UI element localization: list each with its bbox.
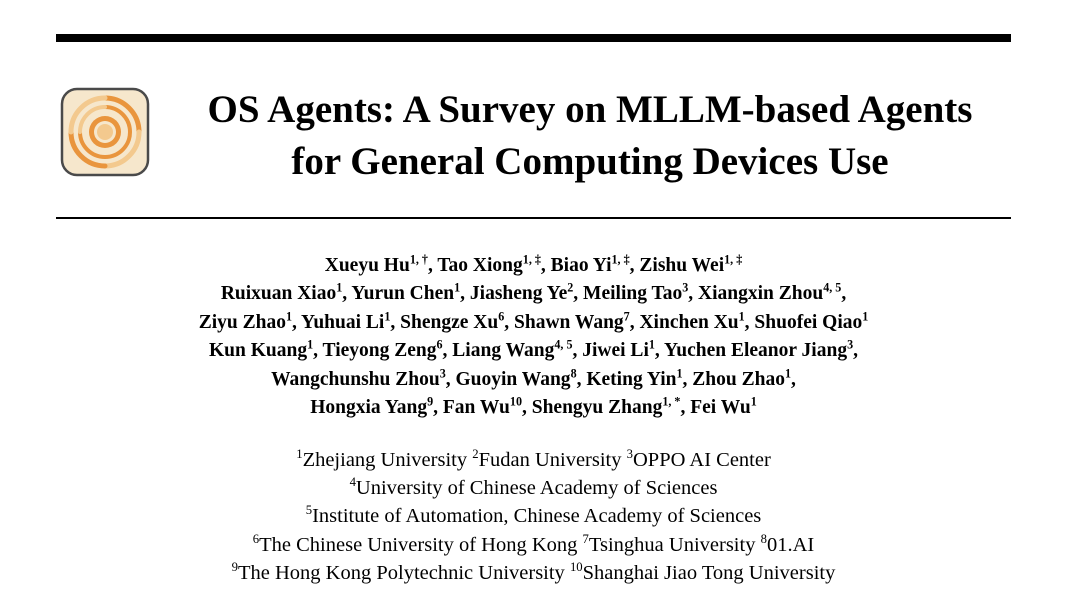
author-affiliation-marker: 1, ‡ [724,252,743,267]
author [698,280,847,305]
author-name: Wangchunshu Zhou [271,368,440,390]
affiliation-name: Shanghai Jiao Tong University [582,561,836,584]
author [639,252,743,276]
author [531,394,691,419]
affiliation-marker: 7 [582,531,589,546]
affiliation-name: University of Chinese Academy of Sciences [355,477,718,500]
author-affiliation-marker: 6 [498,309,505,324]
author-separator: , [442,340,453,362]
author-name: Jiwei Li [582,340,649,362]
affiliation [306,505,762,527]
affiliation-line [56,502,1011,530]
author-affiliation-marker: 1, * [662,394,681,409]
author-separator: , [504,311,514,333]
affiliation-name: Institute of Automation, Chinese Academy of Sciences [312,505,762,528]
author-affiliation-marker: 1 [384,309,391,324]
affiliation-marker: 4 [349,475,356,490]
affiliation-marker: 3 [626,447,633,462]
author [400,309,514,333]
author [583,280,698,305]
title-line-1: OS Agents: A Survey on MLLM-based Agents [207,88,973,131]
author-name: Jiasheng Ye [469,283,568,305]
author [271,366,456,390]
author-name: Kun Kuang [209,340,308,362]
author-separator: , [572,340,583,362]
author-name: Shawn Wang [514,311,624,333]
author-separator: , [629,311,640,333]
author-separator: , [573,283,584,305]
author-name: Tao Xiong [437,255,523,276]
author [455,366,587,390]
author-name: Ruixuan Xiao [220,283,337,305]
author-name: Zishu Wei [639,255,725,276]
author-separator: , [629,255,640,276]
author-name: Shengyu Zhang [531,397,663,419]
author-name: Yuhuai Li [301,311,385,333]
author-affiliation-marker: 3 [439,366,446,381]
author-affiliation-marker: 1 [336,280,343,295]
author [452,337,583,362]
author-affiliation-marker: 1 [454,280,461,295]
author [220,280,352,305]
author-separator: , [688,283,698,305]
author-name: Hongxia Yang [310,397,428,419]
affiliation-marker: 2 [472,447,479,462]
affiliation-line [56,446,1011,474]
author-name: Yuchen Eleanor Jiang [663,340,848,362]
affiliation-name: 01.AI [766,533,815,556]
affiliation [296,449,472,471]
author-separator: , [390,311,401,333]
author-affiliation-marker: 1 [862,309,869,324]
author-name: Zhou Zhao [692,368,785,390]
affiliation [350,477,718,499]
author [322,337,453,362]
affiliation-name: The Hong Kong Polytechnic University [238,561,570,584]
author-name: Ziyu Zhao [198,311,286,333]
author-affiliation-marker: 1 [648,337,655,352]
author-separator: , [540,255,551,276]
author-affiliation-marker: 1 [750,394,757,409]
affiliation [231,559,570,584]
affiliation-marker: 1 [296,447,303,462]
affiliation-line [56,474,1011,502]
affiliation-line [56,531,1011,559]
affiliation [569,559,836,584]
author-name: Fan Wu [442,397,510,419]
author-separator: , [841,283,847,305]
author-name: Fei Wu [690,397,751,419]
affiliation [252,531,583,556]
affiliation-name: Fudan University [478,449,627,471]
author [514,309,640,333]
author-affiliation-marker: 4, 5 [554,337,573,352]
author-affiliation-marker: 3 [847,337,854,352]
author-affiliation-marker: 1 [676,366,683,381]
author [310,394,443,419]
author [663,337,858,362]
title-bottom-rule [56,217,1011,219]
title-line-2: for General Computing Devices Use [291,140,889,183]
author-affiliation-marker: 1 [784,366,791,381]
affiliation [627,449,771,471]
affiliation-marker: 6 [252,531,260,546]
author [469,280,584,305]
author [209,337,323,362]
affiliation [582,531,761,556]
author-affiliation-marker: 8 [570,366,577,381]
affiliation-name: Zhejiang University [302,449,473,471]
author-name: Guoyin Wang [455,368,571,390]
author-affiliation-marker: 1, † [409,252,428,267]
affiliation-list [56,446,1011,587]
author-affiliation-marker: 1, ‡ [522,252,541,267]
author-separator: , [521,397,532,419]
author-line [56,337,1011,365]
author-separator: , [791,368,796,390]
concentric-rings-logo-icon [60,87,150,177]
author [301,309,401,333]
author-name: Xiangxin Zhou [698,283,824,305]
author-list [56,252,1011,422]
affiliation-name: Tsinghua University [588,533,761,556]
author-name: Liang Wang [452,340,555,362]
author-name: Shengze Xu [400,311,499,333]
author-affiliation-marker: 1, ‡ [611,252,630,267]
author-affiliation-marker: 1 [307,337,314,352]
affiliation-marker: 10 [569,559,583,574]
author-name: Yurun Chen [351,283,455,305]
author [582,337,664,362]
author-affiliation-marker: 7 [623,309,630,324]
author-separator: , [460,283,470,305]
author-name: Xinchen Xu [639,311,739,333]
author [437,252,551,276]
author-line [56,366,1011,394]
author [754,309,869,333]
author-name: Keting Yin [586,368,677,390]
author-separator: , [654,340,664,362]
author [639,309,755,333]
author-line [56,252,1011,280]
author-affiliation-marker: 1 [738,309,745,324]
author-separator: , [680,397,691,419]
author-affiliation-marker: 2 [567,280,574,295]
author-name: Biao Yi [550,255,612,276]
affiliation-marker: 5 [305,503,313,518]
paper-title [160,84,1020,188]
affiliation [760,531,815,556]
affiliation-line [56,559,1011,587]
author-line [56,309,1011,337]
author-line [56,280,1011,308]
author [198,309,302,333]
author-affiliation-marker: 1 [285,309,293,324]
author [586,366,693,390]
affiliation-name: OPPO AI Center [632,449,771,471]
author-separator: , [744,311,755,333]
affiliation-marker: 9 [231,559,238,574]
author [550,252,640,276]
author-separator: , [853,340,858,362]
author [324,252,438,276]
author-separator: , [342,283,352,305]
author-affiliation-marker: 10 [509,394,522,409]
author-affiliation-marker: 3 [682,280,689,295]
top-rule [56,34,1011,42]
author-separator: , [433,397,443,419]
author-name: Shuofei Qiao [754,311,863,333]
author [690,394,757,419]
author [692,366,796,390]
author-separator: , [427,255,438,276]
author-name: Meiling Tao [583,283,683,305]
author [351,280,470,305]
author-name: Tieyong Zeng [322,340,437,362]
author-line [56,394,1011,422]
affiliation [472,449,626,471]
author-affiliation-marker: 6 [436,337,443,352]
author-separator: , [313,340,323,362]
author-affiliation-marker: 9 [427,394,434,409]
author-separator: , [682,368,693,390]
author [442,394,532,419]
author-affiliation-marker: 4, 5 [823,280,842,295]
affiliation-name: The Chinese University of Hong Kong [259,533,583,556]
author-separator: , [445,368,456,390]
affiliation-marker: 8 [760,531,767,546]
author-name: Xueyu Hu [324,255,410,276]
author-separator: , [292,311,302,333]
author-separator: , [576,368,587,390]
